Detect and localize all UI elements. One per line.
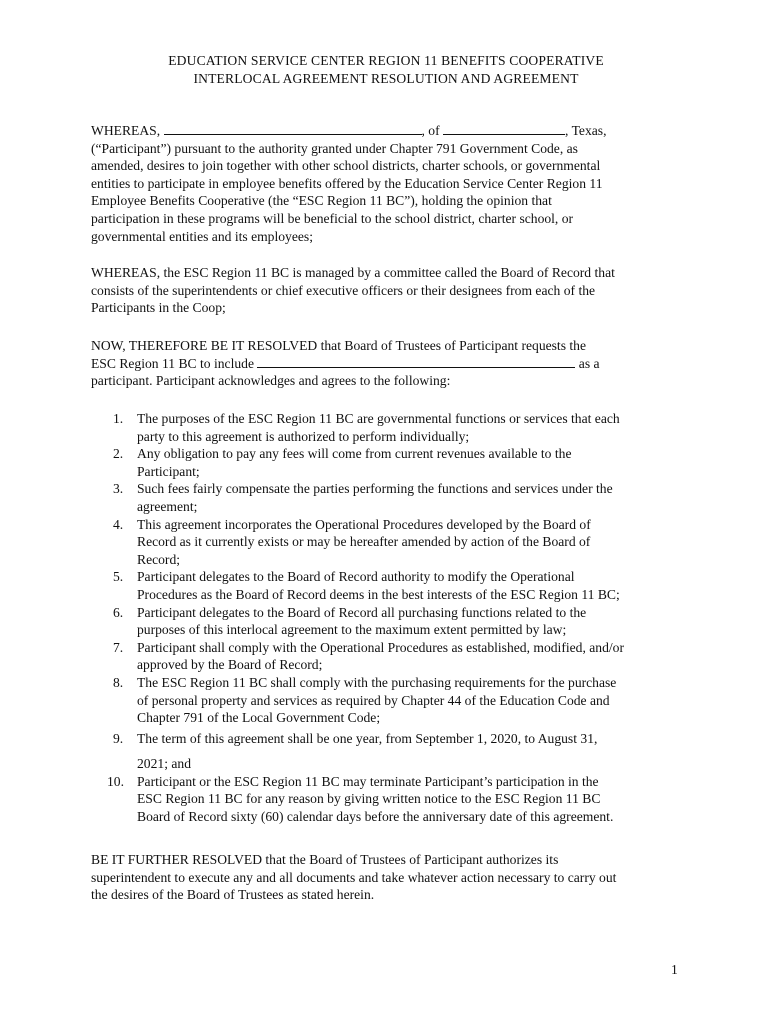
item-number: 2. [113,446,124,462]
item-line: Participant or the ESC Region 11 BC may terminate Participant’s participation in the [137,773,599,789]
item-line: of personal property and services as required by Chapter 44 of the Education Code and [137,692,610,708]
item-number: 9. [113,730,124,746]
list-item [91,730,691,773]
participant-include-blank[interactable] [257,355,575,368]
paragraph-line: participant. Participant acknowledges and agrees to the following: [91,373,451,389]
agreement-items-list [91,410,691,826]
item-line: Record as it currently exists or may be hereafter amended by action of the Board of [137,534,591,550]
include-text: ESC Region 11 BC to include [91,355,258,371]
paragraph-line: BE IT FURTHER RESOLVED that the Board of Trustees of Participant authorizes its [91,852,559,867]
list-item [91,480,691,515]
of-text: , of [421,123,444,138]
title-line-2: INTERLOCAL AGREEMENT RESOLUTION AND AGREEMENT [193,71,579,86]
item-line: Record; [137,551,181,567]
item-number: 1. [113,411,124,426]
item-number: 5. [113,569,124,585]
item-line: Participant; [137,463,200,479]
paragraph-line: entities to participate in employee benefits offered by the Education Service Center Region 11 [91,175,603,191]
resolved-second-line [91,355,681,373]
paragraph-line: the desires of the Board of Trustees as stated herein. [91,887,375,903]
item-line: The ESC Region 11 BC shall comply with the purchasing requirements for the purchase [137,674,617,690]
item-number: 8. [113,674,124,690]
paragraph-line: superintendent to execute any and all documents and take whatever action necessary to carry out [91,869,617,885]
item-line: approved by the Board of Record; [137,657,323,673]
item-line: party to this agreement is authorized to perform individually; [137,428,470,444]
item-line: Board of Record sixty (60) calendar days before the anniversary date of this agreement. [137,809,614,825]
item-number: 6. [113,604,124,620]
paragraph-line: participation in these programs will be beneficial to the school district, charter school, or [91,210,574,226]
paragraph-line: governmental entities and its employees; [91,228,313,244]
list-item [91,516,691,569]
participant-name-blank[interactable] [164,122,422,135]
list-item [91,410,691,445]
list-item [91,674,691,727]
paragraph-line: Participants in the Coop; [91,300,226,316]
whereas-label: WHEREAS, [91,123,164,138]
item-number: 3. [113,481,124,497]
county-blank[interactable] [443,122,565,135]
item-line: purposes of this interlocal agreement to the maximum extent permitted by law; [137,622,567,638]
whereas-first-line [91,122,681,140]
texas-text: , Texas, [565,123,607,138]
paragraph-line: WHEREAS, the ESC Region 11 BC is managed by a committee called the Board of Record that [91,265,615,280]
list-item [91,639,691,674]
further-resolved-paragraph [91,851,681,904]
item-line: 2021; and [137,756,191,772]
item-line: Such fees fairly compensate the parties performing the functions and services under the [137,481,613,497]
whereas-paragraph-1 [91,122,681,245]
resolved-paragraph [91,337,681,390]
item-line: The term of this agreement shall be one year, from September 1, 2020, to August 31, [137,730,598,746]
item-line: Procedures as the Board of Record deems in the best interests of the ESC Region 11 BC; [137,586,620,602]
item-line: Chapter 791 of the Local Government Code; [137,710,381,726]
item-line: This agreement incorporates the Operational Procedures developed by the Board of [137,516,591,532]
item-line: agreement; [137,498,198,514]
item-number: 7. [113,639,124,655]
list-item [91,568,691,603]
item-line: Participant delegates to the Board of Record authority to modify the Operational [137,569,575,585]
paragraph-line: Employee Benefits Cooperative (the “ESC Region 11 BC”), holding the opinion that [91,193,552,209]
paragraph-line: (“Participant”) pursuant to the authority granted under Chapter 791 Government Code, as [91,140,578,156]
as-a-text: as a [575,355,600,371]
list-item [91,773,691,826]
paragraph-line: NOW, THEREFORE BE IT RESOLVED that Board of Trustees of Participant requests the [91,338,587,353]
page-number: 1 [671,962,678,977]
whereas-paragraph-2 [91,264,681,317]
item-line: Any obligation to pay any fees will come from current revenues available to the [137,446,572,462]
item-line: The purposes of the ESC Region 11 BC are governmental functions or services that each [137,411,620,426]
title-line-1: EDUCATION SERVICE CENTER REGION 11 BENEFITS COOPERATIVE [168,53,604,68]
item-number: 10. [107,773,124,789]
paragraph-line: amended, desires to join together with other school districts, charter schools, or governmental [91,158,601,174]
item-line: Participant delegates to the Board of Record all purchasing functions related to the [137,604,587,620]
item-number: 4. [113,516,124,532]
paragraph-line: consists of the superintendents or chief executive officers or their designees from each of the [91,282,596,298]
document-title [90,52,682,88]
list-item [91,604,691,639]
list-item [91,445,691,480]
item-line: ESC Region 11 BC for any reason by giving written notice to the ESC Region 11 BC [137,791,601,807]
item-line: Participant shall comply with the Operational Procedures as established, modified, and/or [137,639,624,655]
